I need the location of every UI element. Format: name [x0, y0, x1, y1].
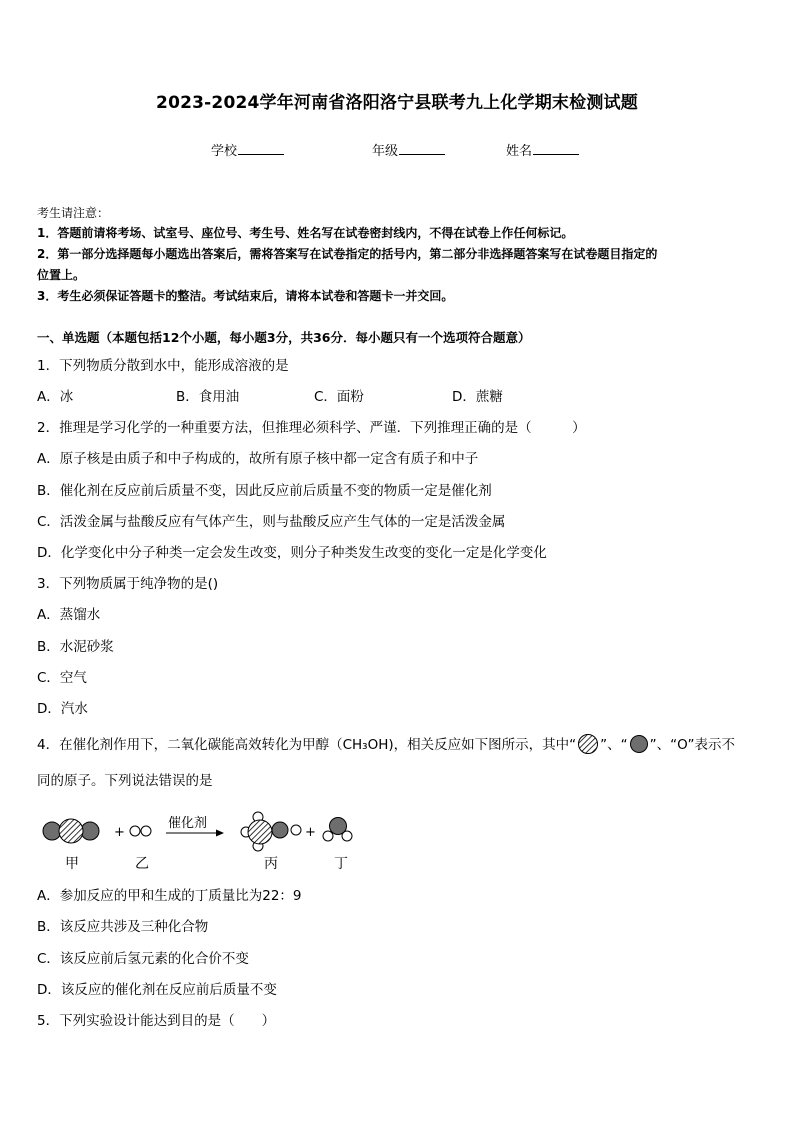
molecule-yi-icon	[130, 826, 151, 836]
name-field	[506, 140, 579, 159]
plus-sign-2: +	[305, 825, 316, 840]
q2-option-c[interactable]: C．活泼金属与盐酸反应有气体产生，则与盐酸反应产生气体的一定是活泼金属	[37, 514, 506, 530]
note-item-1: 1．答题前请将考场、试室号、座位号、考生号、姓名写在试卷密封线内，不得在试卷上作任何标记。	[37, 226, 574, 240]
q4-option-a[interactable]: A．参加反应的甲和生成的丁质量比为22：9	[37, 888, 302, 904]
name-blank[interactable]	[533, 142, 579, 155]
name-label: 姓名	[506, 144, 533, 159]
label-ding: 丁	[334, 856, 348, 872]
molecule-bing-icon	[241, 812, 301, 851]
note-item-3: 3．考生必须保证答题卡的整洁。考试结束后，请将本试卷和答题卡一并交回。	[37, 289, 454, 303]
hatched-atom-icon	[576, 734, 600, 754]
label-bing: 丙	[264, 856, 278, 872]
q1-option-c[interactable]: C．面粉	[314, 389, 364, 405]
catalyst-label: 催化剂	[168, 816, 208, 831]
dark-atom-icon	[628, 734, 650, 754]
q4-stem-part2: ”、“O”表示不	[649, 737, 735, 753]
q5-stem: 5．下列实验设计能达到目的是（ ）	[37, 1013, 276, 1029]
q2-option-a[interactable]: A．原子核是由质子和中子构成的，故所有原子核中都一定含有质子和中子	[37, 451, 479, 467]
q4-stem-line2: 同的原子。下列说法错误的是	[37, 773, 213, 789]
q3-option-b[interactable]: B．水泥砂浆	[37, 639, 114, 655]
plus-sign-1: +	[114, 825, 125, 840]
q1-option-b[interactable]: B．食用油	[176, 389, 240, 405]
label-jia: 甲	[65, 856, 79, 872]
school-label: 学校	[211, 144, 238, 159]
q4-option-d[interactable]: D．该反应的催化剂在反应前后质量不变	[37, 982, 277, 998]
section-heading: 一、单选题（本题包括12个小题，每小题3分，共36分．每小题只有一个选项符合题意）	[37, 330, 531, 345]
grade-label: 年级	[372, 144, 399, 159]
grade-blank[interactable]	[399, 142, 445, 155]
q1-option-a[interactable]: A．冰	[37, 389, 74, 405]
notes-heading: 考生请注意：	[37, 206, 110, 220]
molecule-jia-icon	[43, 819, 99, 843]
q4-option-c[interactable]: C．该反应前后氢元素的化合价不变	[37, 951, 249, 967]
q3-option-c[interactable]: C．空气	[37, 670, 87, 686]
q1-stem: 1．下列物质分散到水中，能形成溶液的是	[37, 358, 289, 374]
school-field	[211, 140, 284, 159]
q4-stem-line1	[37, 733, 735, 754]
q1-option-d[interactable]: D．蔗糖	[452, 389, 503, 405]
q2-stem: 2．推理是学习化学的一种重要方法，但推理必须科学、严谨．下列推理正确的是（ ）	[37, 420, 586, 436]
school-blank[interactable]	[238, 142, 284, 155]
note-item-2-cont: 位置上。	[37, 268, 86, 282]
label-yi: 乙	[135, 856, 149, 872]
q2-option-d[interactable]: D．化学变化中分子种类一定会发生改变，则分子种类发生改变的变化一定是化学变化	[37, 545, 547, 561]
q3-stem: 3．下列物质属于纯净物的是()	[37, 576, 219, 592]
q4-stem-part1: 4．在催化剂作用下，二氧化碳能高效转化为甲醇（CH₃OH)，相关反应如下图所示，其中“	[37, 737, 577, 753]
reaction-diagram	[0, 808, 794, 868]
q4-option-b[interactable]: B．该反应共涉及三种化合物	[37, 919, 209, 935]
q2-option-b[interactable]: B．催化剂在反应前后质量不变，因此反应前后质量不变的物质一定是催化剂	[37, 483, 492, 499]
grade-field	[372, 140, 445, 159]
q4-stem-sep1: ”、“	[600, 737, 628, 753]
molecule-ding-icon	[323, 818, 352, 842]
page-title: 2023-2024学年河南省洛阳洛宁县联考九上化学期末检测试题	[156, 93, 638, 113]
q3-option-a[interactable]: A．蒸馏水	[37, 607, 101, 623]
note-item-2: 2．第一部分选择题每小题选出答案后，需将答案写在试卷指定的括号内，第二部分非选择题答案写在试卷题目指定的	[37, 247, 658, 261]
q3-option-d[interactable]: D．汽水	[37, 701, 88, 717]
